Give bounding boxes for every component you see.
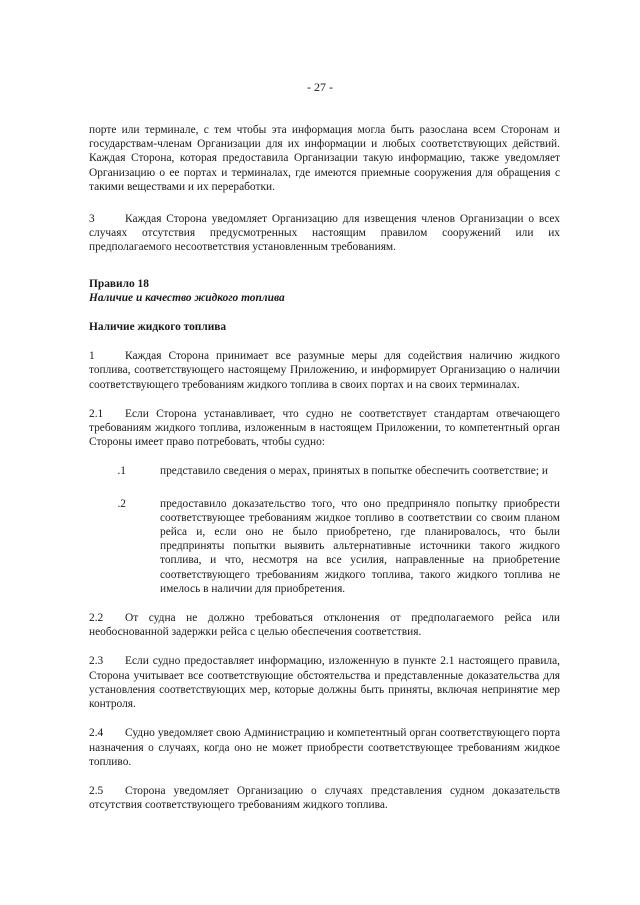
paragraph-text: Каждая Сторона принимает все разумные меры для содействия наличию жидкого топлива, соответствующего настоящему Приложению, и информирует Организацию о наличии соответствующего требованиям жидкого топлива в своих портах и на своих терминалах. (89, 350, 560, 391)
paragraph-2-5 (89, 784, 560, 812)
paragraph-text: Если судно предоставляет информацию, изложенную в пункте 2.1 настоящего правила, Сторона учитывает все соответствующие обстоятельства и представленные доказательства для установления соответствующих мер, которые должны быть приняты, включая непринятие мер контроля. (89, 655, 560, 711)
paragraph-2-1 (89, 407, 560, 450)
rule-title: Правило 18 (89, 277, 149, 290)
paragraph-2-3 (89, 654, 560, 711)
paragraph-number: 2.4 (89, 727, 104, 740)
paragraph-number: 2.5 (89, 784, 104, 797)
paragraph-text: Если Сторона устанавливает, что судно не соответствует стандартам отвечающего требованиям жидкого топлива, изложенным в настоящем Приложении, то компетентный орган Стороны имеет право потребовать, чтобы судно: (89, 407, 560, 449)
paragraph-number: 2.3 (89, 655, 104, 668)
paragraph-3 (89, 212, 560, 255)
paragraph-text: Сторона уведомляет Организацию о случаях представления судном доказательств отсутствия соответствующего требованиям жидкого топлива. (89, 784, 560, 812)
paragraph-2-4 (89, 726, 560, 769)
sub-item-number: .2 (117, 497, 126, 510)
sub-item-1 (89, 464, 560, 478)
paragraph-number: 2.2 (89, 612, 104, 625)
paragraph-number: 3 (89, 213, 95, 226)
sub-item-text: предоставило доказательство того, что оно предприняло попытку приобрести соответствующее требованиям жидкое топливо в соответствии со своим планом рейса и, если оно не было приобретено, где планировалось, что были предприняты попытки выявить альтернативные источники такого жидкого топлива, и что, несмотря на все усилия, направленные на приобретение соответствующего требованиям жидкого топлива, такого жидкого топлива не имелось в наличии для приобретения. (160, 497, 560, 595)
paragraph-text: Судно уведомляет свою Администрацию и компетентный орган соответствующего порта назначения о случаях, когда оно не может приобрести соответствующее требованиям жидкое топливо. (89, 727, 560, 768)
section-title: Наличие жидкого топлива (89, 321, 227, 334)
sub-item-text: представило сведения о мерах, принятых в попытке обеспечить соответствие; и (160, 465, 548, 478)
paragraph-number: 2.1 (89, 407, 104, 420)
sub-item-number: .1 (117, 465, 126, 478)
paragraph-1 (89, 349, 560, 392)
paragraph-number: 1 (89, 350, 95, 363)
paragraph-2-2 (89, 611, 560, 639)
page-number: - 27 - (307, 80, 333, 94)
sub-item-2 (89, 497, 560, 596)
page-content (89, 123, 560, 812)
paragraph-intro: порте или терминале, с тем чтобы эта информация могла быть разослана всем Сторонам и государствам-членам Организации для их информации и любых соответствующих действий. Каждая Сторона, которая предоставила Организации такую информацию, также уведомляет Организацию о ее портах и терминалах, где имеются приемные сооружения для обращения с такими веществами и их переработки. (89, 124, 560, 193)
paragraph-text: От судна не должно требоваться отклонения от предполагаемого рейса или необоснованной задержки рейса с целью обеспечения соответствия. (89, 612, 560, 639)
rule-subtitle: Наличие и качество жидкого топлива (89, 291, 285, 304)
paragraph-text: Каждая Сторона уведомляет Организацию для извещения членов Организации о всех случаях отсутствия предусмотренных настоящим правилом сооружений или их предполагаемого несоответствия установленным требованиям. (89, 213, 560, 254)
